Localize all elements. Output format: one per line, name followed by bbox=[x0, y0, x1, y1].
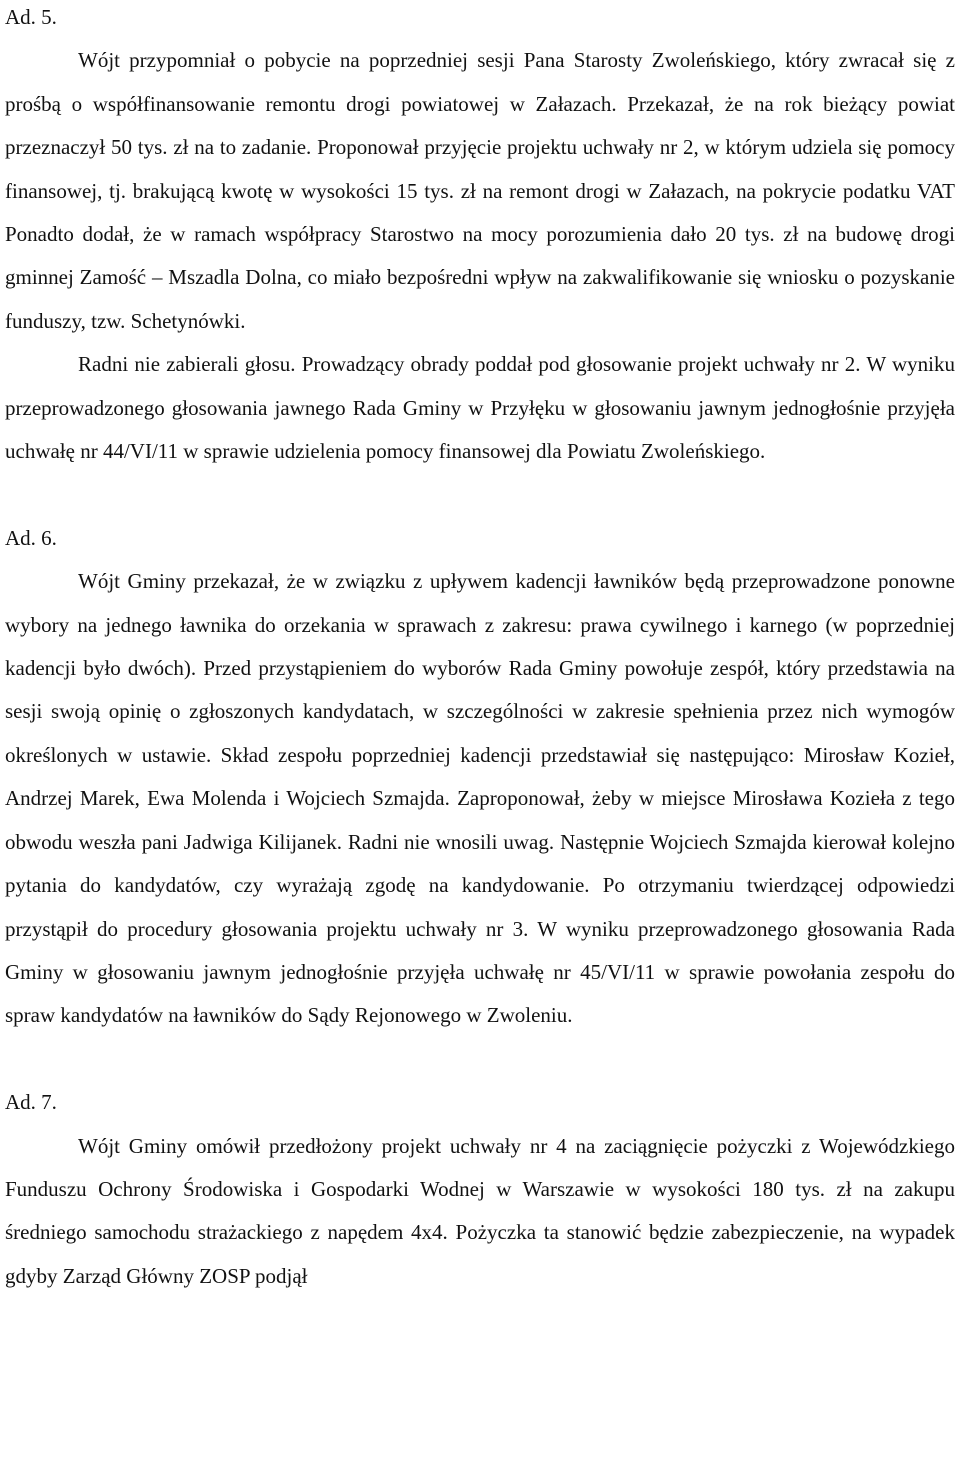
section-spacer bbox=[5, 473, 955, 516]
section-ad-6 bbox=[5, 517, 955, 1038]
paragraph: Radni nie zabierali głosu. Prowadzący obrady poddał pod głosowanie projekt uchwały nr 2. W wyniku przeprowadzonego głosowania jawnego Rada Gminy w Przyłęku w głosowaniu jawnym jednogłośnie przyjęła uchwałę nr 44/VI/11 w sprawie udzielenia pomocy finansowej dla Powiatu Zwoleńskiego. bbox=[5, 352, 955, 464]
section-heading: Ad. 5. bbox=[5, 5, 57, 29]
section-ad-7 bbox=[5, 1081, 955, 1298]
paragraph: Wójt przypomniał o pobycie na poprzedniej sesji Pana Starosty Zwoleńskiego, który zwracał się z prośbą o współfinansowanie remontu drogi powiatowej w Załazach. Przekazał, że na rok bieżący powiat przeznaczył 50 tys. zł na to zadanie. Proponował przyjęcie projektu uchwały nr 2, w którym udziela się pomocy finansowej, tj. brakującą kwotę w wysokości 15 tys. zł na remont drogi w Załazach, na pokrycie podatku VAT Ponadto dodał, że w ramach współpracy Starostwo na mocy porozumienia dało 20 tys. zł na budowę drogi gminnej Zamość – Mszadla Dolna, co miało bezpośredni wpływ na zakwalifikowanie się wniosku o pozyskanie funduszy, tzw. Schetynówki. bbox=[5, 48, 955, 333]
section-spacer bbox=[5, 1038, 955, 1081]
paragraph: Wójt Gminy przekazał, że w związku z upływem kadencji ławników będą przeprowadzone ponowne wybory na jednego ławnika do orzekania w sprawach z zakresu: prawa cywilnego i karnego (w poprzedniej kadencji było dwóch). Przed przystąpieniem do wyborów Rada Gminy powołuje zespół, który przedstawia na sesji swoją opinię o zgłoszonych kandydatach, w szczególności w zakresie spełnienia przez nich wymogów określonych w ustawie. Skład zespołu poprzedniej kadencji przedstawiał się następująco: Mirosław Kozieł, Andrzej Marek, Ewa Molenda i Wojciech Szmajda. Zaproponował, żeby w miejsce Mirosława Kozieła z tego obwodu weszła pani Jadwiga Kilijanek. Radni nie wnosili uwag. Następnie Wojciech Szmajda kierował kolejno pytania do kandydatów, czy wyrażają zgodę na kandydowanie. Po otrzymaniu twierdzącej odpowiedzi przystąpił do procedury głosowania projektu uchwały nr 3. W wyniku przeprowadzonego głosowania Rada Gminy w głosowaniu jawnym jednogłośnie przyjęła uchwałę nr 45/VI/11 w sprawie powołania zespołu do spraw kandydatów na ławników do Sądy Rejonowego w Zwoleniu. bbox=[5, 569, 955, 1028]
section-heading: Ad. 6. bbox=[5, 525, 57, 550]
section-ad-5 bbox=[5, 0, 955, 473]
document-page bbox=[5, 0, 955, 1298]
paragraph: Wójt Gminy omówił przedłożony projekt uchwały nr 4 na zaciągnięcie pożyczki z Wojewódzkiego Funduszu Ochrony Środowiska i Gospodarki Wodnej w Warszawie w wysokości 180 tys. zł na zakupu średniego samochodu strażackiego z napędem 4x4. Pożyczka ta stanowić będzie zabezpieczenie, na wypadek gdyby Zarząd Główny ZOSP podjął bbox=[5, 1133, 955, 1288]
section-heading: Ad. 7. bbox=[5, 1090, 57, 1115]
